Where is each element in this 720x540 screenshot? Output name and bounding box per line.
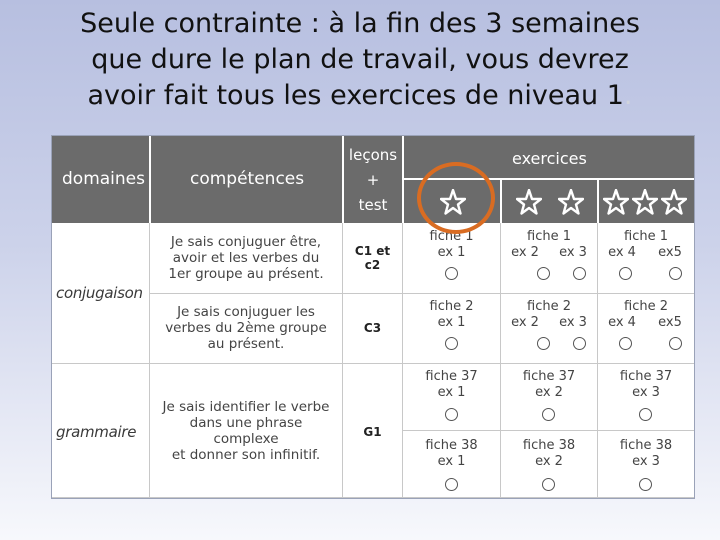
header-competences: compétences xyxy=(190,169,305,189)
exercise-sheet: fiche 2 xyxy=(429,299,474,314)
exercise-checkbox[interactable] xyxy=(542,478,555,491)
header-exercices: exercices xyxy=(512,149,587,168)
competence-line: et donner son infinitif. xyxy=(171,447,321,463)
exercise-sheet: fiche 38 xyxy=(522,438,576,453)
header-divider xyxy=(500,180,502,223)
exercise-cell xyxy=(501,369,597,401)
exercise-cell xyxy=(403,438,500,470)
exercise-sheet: fiche 1 xyxy=(527,229,571,244)
exercise-checkbox[interactable] xyxy=(445,337,458,350)
exercise-sheet: fiche 38 xyxy=(619,438,673,453)
exercise-number: ex 4 xyxy=(608,315,636,330)
header-divider xyxy=(597,180,599,223)
header-lecons-line2: + xyxy=(366,171,380,189)
title-line-3-text: avoir fait tous les exercices de niveau 1 xyxy=(87,80,624,111)
level2-star-icon xyxy=(558,189,584,215)
slide-title xyxy=(0,6,720,114)
lecon-line: G1 xyxy=(363,425,382,439)
lecon-line: C1 et xyxy=(354,244,391,258)
exercise-number: ex 1 xyxy=(437,245,466,260)
lecon-line: c2 xyxy=(364,258,381,272)
header-domaines: domaines xyxy=(62,169,145,189)
header-lecons-line1: leçons xyxy=(348,146,398,164)
header-divider xyxy=(149,136,151,223)
competence-row3 xyxy=(150,399,342,463)
exercise-checkbox[interactable] xyxy=(445,267,458,280)
exercise-number: ex 2 xyxy=(535,454,563,469)
grid-line xyxy=(52,497,694,498)
competence-line: complexe xyxy=(213,431,279,447)
exercise-checkbox[interactable] xyxy=(619,337,632,350)
exercise-number: ex 1 xyxy=(437,454,466,469)
exercise-checkbox[interactable] xyxy=(542,408,555,421)
exercise-cell xyxy=(501,438,597,470)
header-lecons xyxy=(342,143,404,218)
exercise-sheet: fiche 38 xyxy=(425,438,478,453)
exercise-checkbox[interactable] xyxy=(445,408,458,421)
level3-star-icon xyxy=(603,189,629,215)
competence-line: Je sais conjuguer les xyxy=(177,304,315,320)
lecon-row3 xyxy=(343,425,402,439)
exercise-number: ex 3 xyxy=(632,454,660,469)
competence-line: 1er groupe au présent. xyxy=(168,266,324,282)
exercise-sheet: fiche 37 xyxy=(425,369,478,384)
title-line-3 xyxy=(0,78,720,114)
exercise-sheet: fiche 1 xyxy=(429,229,474,244)
exercise-checkbox[interactable] xyxy=(445,478,458,491)
exercise-sheet: fiche 2 xyxy=(527,299,571,314)
exercise-checkbox[interactable] xyxy=(619,267,632,280)
exercise-number: ex 3 xyxy=(632,385,660,400)
exercise-cell xyxy=(598,369,694,401)
exercise-number: ex 2 xyxy=(535,385,563,400)
exercise-checkbox[interactable] xyxy=(537,337,550,350)
grid-line xyxy=(52,363,694,364)
competence-row1 xyxy=(150,234,342,282)
competence-row2 xyxy=(150,304,342,352)
exercise-number: ex 3 xyxy=(559,315,587,330)
level3-star-icon xyxy=(661,189,687,215)
level3-star-icon xyxy=(632,189,658,215)
highlight-ring xyxy=(417,162,495,234)
competence-line: au présent. xyxy=(207,336,285,352)
title-line-1: Seule contrainte : à la fin des 3 semaines xyxy=(80,8,640,39)
exercise-checkbox[interactable] xyxy=(573,337,586,350)
exercise-cell xyxy=(598,438,694,470)
exercise-checkbox[interactable] xyxy=(573,267,586,280)
exercise-number: ex 2 xyxy=(511,245,539,260)
domain-conjugaison: conjugaison xyxy=(56,284,143,302)
exercise-checkbox[interactable] xyxy=(639,478,652,491)
work-plan-table xyxy=(52,136,694,498)
competence-line: verbes du 2ème groupe xyxy=(165,320,327,336)
exercise-sheet: fiche 37 xyxy=(619,369,673,384)
domain-grammaire: grammaire xyxy=(56,423,137,441)
grid-line xyxy=(150,293,694,294)
lecon-line: C3 xyxy=(363,321,382,335)
competence-line: Je sais identifier le verbe xyxy=(162,399,330,415)
exercise-number: ex 2 xyxy=(511,315,539,330)
competence-line: Je sais conjuguer être, xyxy=(170,234,322,250)
exercise-checkbox[interactable] xyxy=(669,337,682,350)
exercise-checkbox[interactable] xyxy=(669,267,682,280)
exercise-number: ex5 xyxy=(658,315,682,330)
exercise-number: ex 4 xyxy=(608,245,636,260)
exercise-checkbox[interactable] xyxy=(537,267,550,280)
exercise-number: ex 1 xyxy=(437,315,466,330)
exercise-cell xyxy=(403,369,500,401)
header-lecons-line3: test xyxy=(358,196,388,214)
exercise-number: ex 3 xyxy=(559,245,587,260)
exercise-checkbox[interactable] xyxy=(639,408,652,421)
competence-line: avoir et les verbes du xyxy=(172,250,320,266)
exercise-number: ex5 xyxy=(658,245,682,260)
exercise-cell xyxy=(403,299,500,331)
lecon-row1 xyxy=(343,244,402,272)
competence-line: dans une phrase xyxy=(189,415,303,431)
title-line-2: que dure le plan de travail, vous devrez xyxy=(91,44,629,75)
title-end-dot: . xyxy=(623,80,633,111)
grid-line xyxy=(403,430,694,431)
lecon-row2 xyxy=(343,321,402,335)
level2-star-icon xyxy=(516,189,542,215)
exercise-number: ex 1 xyxy=(437,385,466,400)
exercise-sheet: fiche 37 xyxy=(522,369,576,384)
exercise-sheet: fiche 1 xyxy=(624,229,668,244)
exercise-sheet: fiche 2 xyxy=(624,299,668,314)
